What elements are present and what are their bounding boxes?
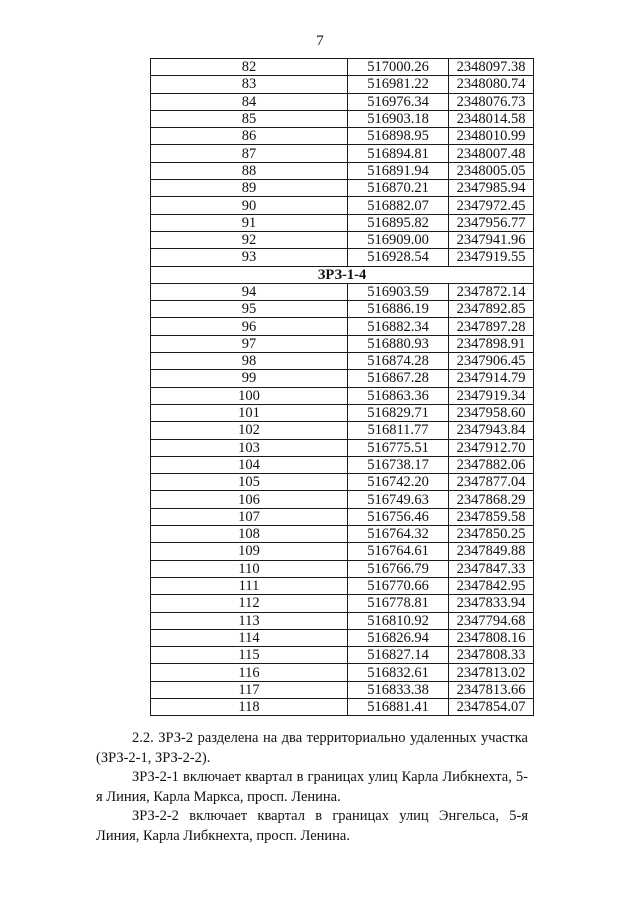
x-coordinate-cell: 516756.46 — [348, 508, 449, 525]
coordinates-table — [150, 58, 534, 716]
body-text — [96, 729, 528, 846]
x-coordinate-cell: 516775.51 — [348, 439, 449, 456]
x-coordinate-cell: 516867.28 — [348, 370, 449, 387]
table-row — [151, 577, 534, 594]
y-coordinate-cell: 2347958.60 — [449, 404, 534, 421]
x-coordinate-cell: 516874.28 — [348, 353, 449, 370]
x-coordinate-cell: 516826.94 — [348, 629, 449, 646]
x-coordinate-cell: 516738.17 — [348, 456, 449, 473]
y-coordinate-cell: 2347872.14 — [449, 283, 534, 300]
table-row — [151, 526, 534, 543]
point-number-cell: 101 — [151, 404, 348, 421]
y-coordinate-cell: 2348007.48 — [449, 145, 534, 162]
y-coordinate-cell: 2347842.95 — [449, 577, 534, 594]
y-coordinate-cell: 2347919.34 — [449, 387, 534, 404]
x-coordinate-cell: 516742.20 — [348, 474, 449, 491]
x-coordinate-cell: 516764.61 — [348, 543, 449, 560]
paragraph-division: 2.2. ЗРЗ-2 разделена на два территориально удаленных участка (ЗРЗ-2-1, ЗРЗ-2-2). — [96, 730, 528, 766]
x-coordinate-cell: 516832.61 — [348, 664, 449, 681]
point-number-cell: 94 — [151, 283, 348, 300]
table-row — [151, 698, 534, 715]
point-number-cell: 118 — [151, 698, 348, 715]
table-row — [151, 439, 534, 456]
x-coordinate-cell: 516764.32 — [348, 526, 449, 543]
y-coordinate-cell: 2347892.85 — [449, 301, 534, 318]
point-number-cell: 108 — [151, 526, 348, 543]
table-row — [151, 560, 534, 577]
table-row — [151, 231, 534, 248]
point-number-cell: 112 — [151, 595, 348, 612]
x-coordinate-cell: 516829.71 — [348, 404, 449, 421]
y-coordinate-cell: 2347956.77 — [449, 214, 534, 231]
x-coordinate-cell: 516898.95 — [348, 128, 449, 145]
point-number-cell: 97 — [151, 335, 348, 352]
y-coordinate-cell: 2348010.99 — [449, 128, 534, 145]
x-coordinate-cell: 516928.54 — [348, 249, 449, 266]
y-coordinate-cell: 2347850.25 — [449, 526, 534, 543]
y-coordinate-cell: 2347808.16 — [449, 629, 534, 646]
point-number-cell: 114 — [151, 629, 348, 646]
y-coordinate-cell: 2348014.58 — [449, 110, 534, 127]
point-number-cell: 93 — [151, 249, 348, 266]
y-coordinate-cell: 2347898.91 — [449, 335, 534, 352]
x-coordinate-cell: 516891.94 — [348, 162, 449, 179]
page-number: 7 — [316, 33, 324, 49]
y-coordinate-cell: 2347882.06 — [449, 456, 534, 473]
table-row — [151, 335, 534, 352]
table-row — [151, 664, 534, 681]
x-coordinate-cell: 516903.59 — [348, 283, 449, 300]
x-coordinate-cell: 516770.66 — [348, 577, 449, 594]
x-coordinate-cell: 516981.22 — [348, 76, 449, 93]
table-row — [151, 595, 534, 612]
y-coordinate-cell: 2347941.96 — [449, 231, 534, 248]
x-coordinate-cell: 516894.81 — [348, 145, 449, 162]
x-coordinate-cell: 516749.63 — [348, 491, 449, 508]
point-number-cell: 103 — [151, 439, 348, 456]
point-number-cell: 105 — [151, 474, 348, 491]
y-coordinate-cell: 2348080.74 — [449, 76, 534, 93]
table-row — [151, 162, 534, 179]
y-coordinate-cell: 2347868.29 — [449, 491, 534, 508]
table-row — [151, 197, 534, 214]
table-row — [151, 110, 534, 127]
y-coordinate-cell: 2347943.84 — [449, 422, 534, 439]
y-coordinate-cell: 2347897.28 — [449, 318, 534, 335]
point-number-cell: 104 — [151, 456, 348, 473]
point-number-cell: 100 — [151, 387, 348, 404]
x-coordinate-cell: 516870.21 — [348, 180, 449, 197]
y-coordinate-cell: 2348076.73 — [449, 93, 534, 110]
x-coordinate-cell: 516881.41 — [348, 698, 449, 715]
x-coordinate-cell: 516766.79 — [348, 560, 449, 577]
point-number-cell: 87 — [151, 145, 348, 162]
table-row — [151, 387, 534, 404]
table-row — [151, 543, 534, 560]
point-number-cell: 83 — [151, 76, 348, 93]
table-row — [151, 76, 534, 93]
y-coordinate-cell: 2348097.38 — [449, 59, 534, 76]
x-coordinate-cell: 516909.00 — [348, 231, 449, 248]
x-coordinate-cell: 516778.81 — [348, 595, 449, 612]
y-coordinate-cell: 2347813.66 — [449, 681, 534, 698]
table-row — [151, 456, 534, 473]
y-coordinate-cell: 2347847.33 — [449, 560, 534, 577]
table-row — [151, 59, 534, 76]
point-number-cell: 99 — [151, 370, 348, 387]
table-row — [151, 370, 534, 387]
y-coordinate-cell: 2348005.05 — [449, 162, 534, 179]
point-number-cell: 92 — [151, 231, 348, 248]
table-row — [151, 283, 534, 300]
point-number-cell: 106 — [151, 491, 348, 508]
paragraph-zrz-2-1: ЗРЗ-2-1 включает квартал в границах улиц Карла Либкнехта, 5-я Линия, Карла Маркса, просп. Ленина. — [96, 769, 528, 805]
x-coordinate-cell: 516976.34 — [348, 93, 449, 110]
y-coordinate-cell: 2347906.45 — [449, 353, 534, 370]
point-number-cell: 113 — [151, 612, 348, 629]
point-number-cell: 115 — [151, 647, 348, 664]
table-row — [151, 318, 534, 335]
point-number-cell: 95 — [151, 301, 348, 318]
table-row — [151, 612, 534, 629]
point-number-cell: 96 — [151, 318, 348, 335]
x-coordinate-cell: 517000.26 — [348, 59, 449, 76]
table-row — [151, 180, 534, 197]
x-coordinate-cell: 516882.07 — [348, 197, 449, 214]
table-row — [151, 404, 534, 421]
point-number-cell: 90 — [151, 197, 348, 214]
table-row — [151, 145, 534, 162]
x-coordinate-cell: 516863.36 — [348, 387, 449, 404]
point-number-cell: 86 — [151, 128, 348, 145]
table-row — [151, 249, 534, 266]
point-number-cell: 111 — [151, 577, 348, 594]
point-number-cell: 117 — [151, 681, 348, 698]
x-coordinate-cell: 516880.93 — [348, 335, 449, 352]
y-coordinate-cell: 2347877.04 — [449, 474, 534, 491]
y-coordinate-cell: 2347854.07 — [449, 698, 534, 715]
paragraph-zrz-2-2: ЗРЗ-2-2 включает квартал в границах улиц Энгельса, 5-я Линия, Карла Либкнехта, просп. Ленина. — [96, 808, 528, 844]
point-number-cell: 102 — [151, 422, 348, 439]
y-coordinate-cell: 2347985.94 — [449, 180, 534, 197]
y-coordinate-cell: 2347808.33 — [449, 647, 534, 664]
x-coordinate-cell: 516810.92 — [348, 612, 449, 629]
table-row — [151, 508, 534, 525]
table-row — [151, 93, 534, 110]
point-number-cell: 85 — [151, 110, 348, 127]
section-header-row — [151, 266, 534, 283]
table-row — [151, 214, 534, 231]
y-coordinate-cell: 2347859.58 — [449, 508, 534, 525]
x-coordinate-cell: 516903.18 — [348, 110, 449, 127]
point-number-cell: 107 — [151, 508, 348, 525]
point-number-cell: 88 — [151, 162, 348, 179]
x-coordinate-cell: 516886.19 — [348, 301, 449, 318]
table-row — [151, 422, 534, 439]
x-coordinate-cell: 516811.77 — [348, 422, 449, 439]
x-coordinate-cell: 516827.14 — [348, 647, 449, 664]
x-coordinate-cell: 516833.38 — [348, 681, 449, 698]
x-coordinate-cell: 516895.82 — [348, 214, 449, 231]
table-row — [151, 647, 534, 664]
x-coordinate-cell: 516882.34 — [348, 318, 449, 335]
section-title: ЗРЗ-1-4 — [151, 266, 534, 283]
point-number-cell: 82 — [151, 59, 348, 76]
table-row — [151, 491, 534, 508]
point-number-cell: 91 — [151, 214, 348, 231]
table-row — [151, 629, 534, 646]
y-coordinate-cell: 2347849.88 — [449, 543, 534, 560]
point-number-cell: 98 — [151, 353, 348, 370]
table-row — [151, 353, 534, 370]
table-row — [151, 128, 534, 145]
point-number-cell: 110 — [151, 560, 348, 577]
table-row — [151, 474, 534, 491]
y-coordinate-cell: 2347794.68 — [449, 612, 534, 629]
y-coordinate-cell: 2347912.70 — [449, 439, 534, 456]
coordinates-table-body — [151, 59, 534, 716]
y-coordinate-cell: 2347833.94 — [449, 595, 534, 612]
table-row — [151, 681, 534, 698]
table-row — [151, 301, 534, 318]
point-number-cell: 84 — [151, 93, 348, 110]
y-coordinate-cell: 2347972.45 — [449, 197, 534, 214]
point-number-cell: 116 — [151, 664, 348, 681]
y-coordinate-cell: 2347813.02 — [449, 664, 534, 681]
point-number-cell: 109 — [151, 543, 348, 560]
y-coordinate-cell: 2347919.55 — [449, 249, 534, 266]
point-number-cell: 89 — [151, 180, 348, 197]
y-coordinate-cell: 2347914.79 — [449, 370, 534, 387]
